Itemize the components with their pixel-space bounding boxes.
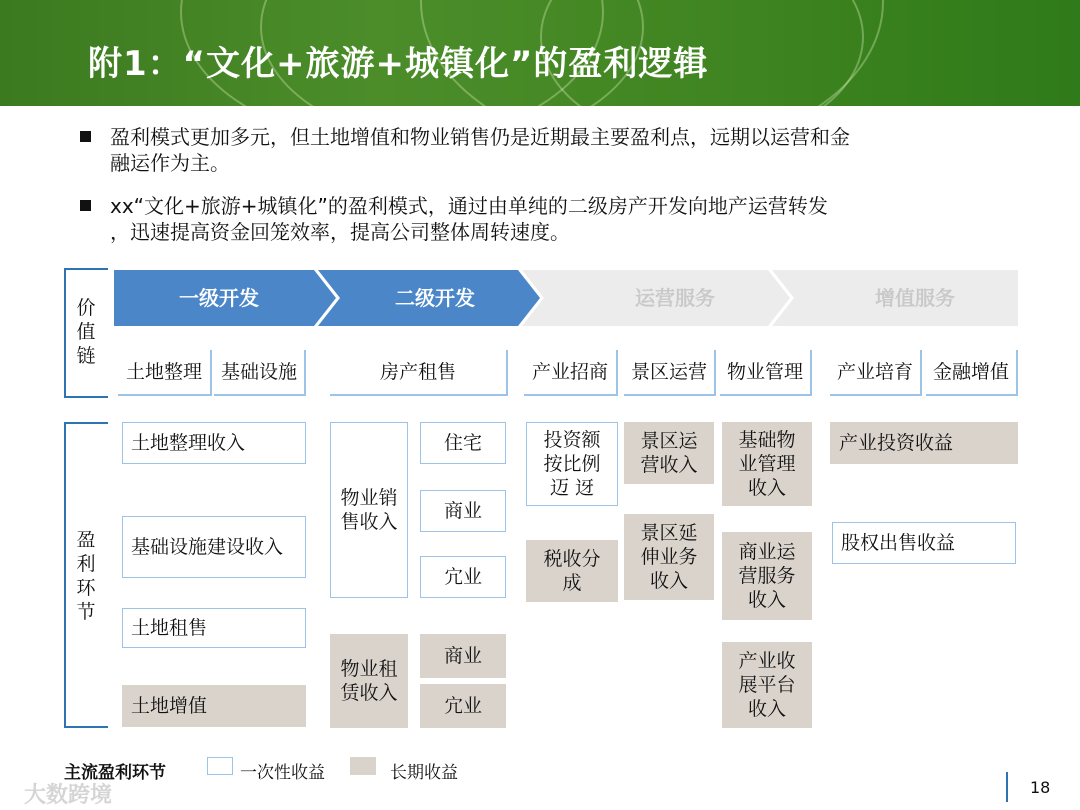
category-scenic-ops: 景区运营 [624, 350, 716, 396]
category-infrastructure: 基础设施 [214, 350, 306, 396]
equity-sale-income: 股权出售收益 [832, 522, 1016, 564]
legend-title: 主流盈利环节 [64, 763, 166, 783]
page-divider [1006, 772, 1008, 802]
page-title: 附1：“文化+旅游+城镇化”的盈利逻辑 [88, 44, 709, 84]
stage-label-4: 增值服务 [875, 286, 955, 310]
scenic-extension-income: 景区延伸业务收入 [624, 514, 714, 600]
category-industry-recruit: 产业招商 [524, 350, 618, 396]
watermark: 大数跨境 [24, 783, 113, 808]
bullet-1: 盈利模式更加多元，但土地增值和物业销售仍是近期最主要盈利点，远期以运营和金 融运作为主。 [110, 125, 850, 175]
category-property-sales: 房产租售 [330, 350, 508, 396]
bullet-2: xx“文化+旅游+城镇化”的盈利模式，通过由单纯的二级房产开发向地产运营转发 ，迅速提高资金回笼效率，提高公司整体周转速度。 [110, 194, 828, 244]
legend-one-time-swatch [207, 757, 233, 775]
value-chain-label: 价 值 链 [76, 297, 96, 367]
profit-label: 盈 利 环 节 [76, 529, 96, 623]
property-sales-income: 物业销售收入 [330, 422, 408, 598]
commercial-service-income: 商业运营服务收入 [722, 532, 812, 620]
investment-share: 投资额按比例迈 迓 [526, 422, 618, 506]
tourism-lease: 宂业 [420, 684, 506, 728]
stage-label-1: 一级开发 [179, 286, 259, 310]
commercial-sale: 商业 [420, 490, 506, 532]
residential: 住宅 [420, 422, 506, 464]
tourism-sale: 宂业 [420, 556, 506, 598]
legend-one-time-label: 一次性收益 [240, 763, 325, 783]
page-number: 18 [1030, 778, 1051, 797]
category-property-mgmt: 物业管理 [720, 350, 812, 396]
land-value-added: 土地增值 [122, 685, 306, 727]
scenic-ops-income: 景区运营收入 [624, 422, 714, 484]
infra-income: 基础设施建设收入 [122, 516, 306, 578]
category-industry-incubate: 产业培育 [830, 350, 922, 396]
category-finance: 金融增值 [926, 350, 1018, 396]
stage-label-2: 二级开发 [395, 286, 475, 310]
legend-long-term-swatch [350, 757, 376, 775]
basic-pm-income: 基础物业管理收入 [722, 422, 812, 506]
stage-label-3: 运营服务 [635, 286, 715, 310]
legend-long-term-label: 长期收益 [390, 763, 458, 783]
property-lease-income: 物业租赁收入 [330, 634, 408, 728]
bullet-square-icon [80, 131, 91, 142]
industry-platform-income: 产业收展平台收入 [722, 642, 812, 728]
industry-invest-income: 产业投资收益 [830, 422, 1018, 464]
land-lease: 土地租售 [122, 608, 306, 648]
commercial-lease: 商业 [420, 634, 506, 678]
bullet-square-icon [80, 200, 91, 211]
tax-share: 税收分成 [526, 540, 618, 602]
land-prep-income: 土地整理收入 [122, 422, 306, 464]
category-land-prep: 土地整理 [118, 350, 212, 396]
